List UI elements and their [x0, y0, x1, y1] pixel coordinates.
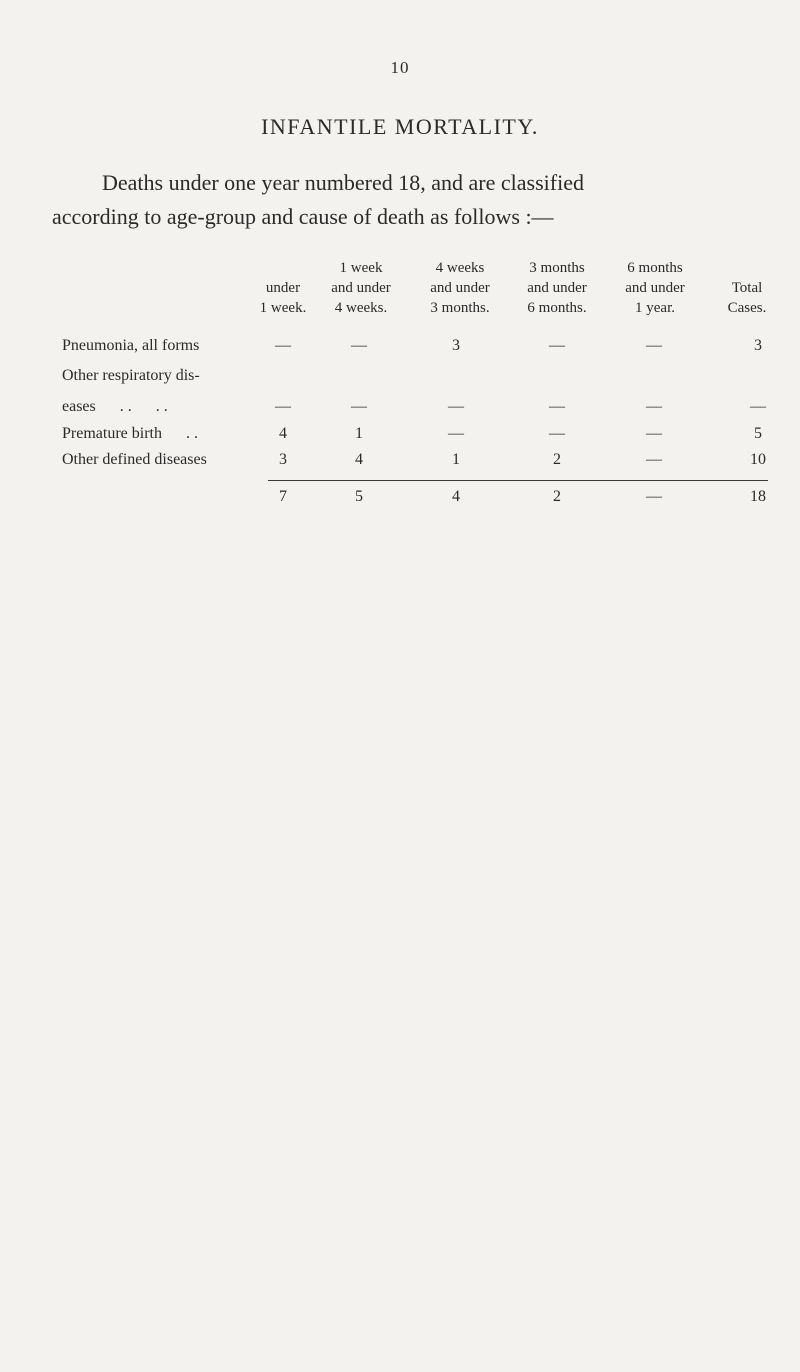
- table-cell: 1: [452, 451, 460, 468]
- intro-line-2: according to age-group and cause of death as follows :—: [52, 204, 554, 229]
- table-cell: —: [549, 425, 565, 442]
- row-label-other-respiratory: Other respiratory dis-: [62, 367, 200, 384]
- table-cell: 4: [355, 451, 363, 468]
- table-cell: —: [646, 451, 662, 468]
- table-cell: 3: [279, 451, 287, 468]
- total-cell: 2: [553, 488, 561, 505]
- intro-paragraph: [52, 166, 782, 234]
- table-cell: —: [646, 425, 662, 442]
- table-cell: —: [646, 337, 662, 354]
- column-header-total-cases: Total Cases.: [727, 280, 767, 316]
- row-label-pneumonia: Pneumonia, all forms: [62, 337, 200, 354]
- table-cell: —: [275, 337, 291, 354]
- total-cell: 7: [279, 488, 287, 505]
- column-header-1-week-to-4-weeks: 1 week and under 4 weeks.: [331, 260, 391, 316]
- total-cell: 18: [750, 488, 766, 505]
- page-title: INFANTILE MORTALITY.: [261, 114, 539, 139]
- table-cell: —: [275, 398, 291, 415]
- table-cell: 3: [452, 337, 460, 354]
- column-header-4-weeks-to-3-months: 4 weeks and under 3 months.: [430, 260, 490, 316]
- table-cell: 1: [355, 425, 363, 442]
- table-cell: 3: [754, 337, 762, 354]
- table-cell: —: [351, 337, 367, 354]
- mortality-table: [0, 258, 800, 518]
- table-cell: 10: [750, 451, 766, 468]
- table-cell: 2: [553, 451, 561, 468]
- table-cell: —: [646, 398, 662, 415]
- column-header-3-months-to-6-months: 3 months and under 6 months.: [527, 260, 587, 316]
- row-label-other-defined-diseases: Other defined diseases: [62, 451, 207, 468]
- total-cell: —: [646, 488, 662, 505]
- page-number: 10: [390, 58, 410, 77]
- column-header-under-1-week: under 1 week.: [259, 280, 307, 316]
- table-cell: —: [448, 398, 464, 415]
- total-cell: 5: [355, 488, 363, 505]
- table-cell: —: [549, 398, 565, 415]
- row-label-premature-birth: Premature birth . .: [62, 425, 198, 442]
- total-cell: 4: [452, 488, 460, 505]
- table-cell: —: [549, 337, 565, 354]
- totals-rule: [268, 480, 768, 481]
- table-cell: —: [351, 398, 367, 415]
- table-cell: —: [750, 398, 766, 415]
- intro-line-1: Deaths under one year numbered 18, and are classified: [102, 170, 584, 195]
- column-header-6-months-to-1-year: 6 months and under 1 year.: [625, 260, 685, 316]
- row-label-other-respiratory-cont: eases . . . .: [62, 398, 168, 415]
- table-cell: 4: [279, 425, 287, 442]
- table-cell: —: [448, 425, 464, 442]
- table-cell: 5: [754, 425, 762, 442]
